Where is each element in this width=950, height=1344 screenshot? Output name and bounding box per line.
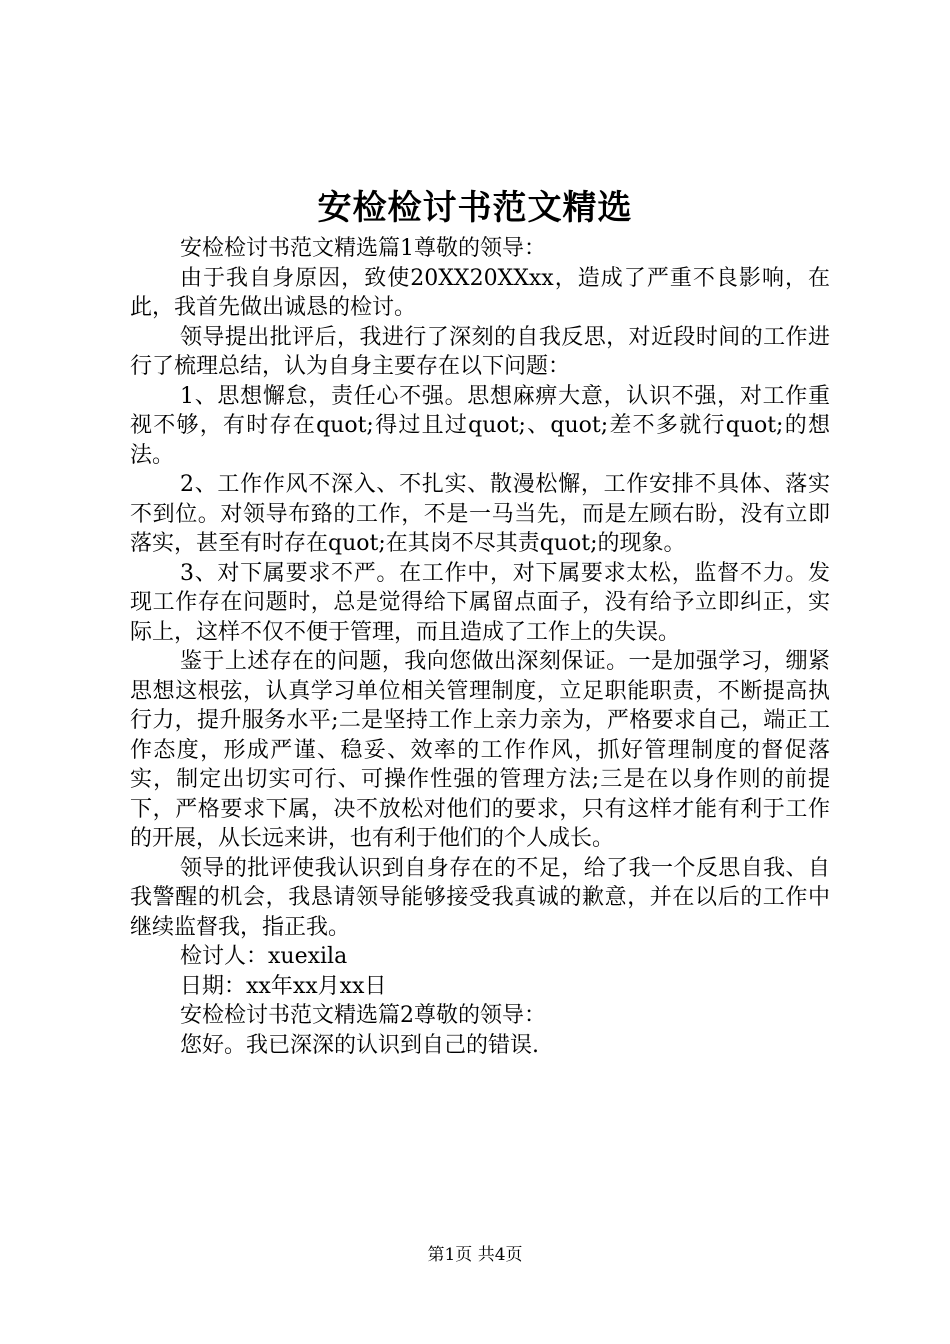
paragraph-8: 领导的批评使我认识到自身存在的不足，给了我一个反思自我、自我警醒的机会，我恳请领导能够接受我真诚的歉意，并在以后的工作中继续监督我，指正我。	[130, 855, 830, 940]
paragraph-6: 3、对下属要求不严。在工作中，对下属要求太松，监督不力。发现工作存在问题时，总是觉得给下属留点面子，没有给予立即纠正，实际上，这样不仅不便于管理，而且造成了工作上的失误。	[130, 560, 830, 645]
document-body	[130, 234, 830, 1060]
paragraph-1: 安检检讨书范文精选篇1尊敬的领导：	[180, 236, 546, 261]
paragraph-12: 您好。我已深深的认识到自己的错误.	[180, 1032, 539, 1058]
paragraph-7: 鉴于上述存在的问题，我向您做出深刻保证。一是加强学习，绷紧思想这根弦，认真学习单位相关管理制度，立足职能职责，不断提高执行力，提升服务水平;二是坚持工作上亲力亲为，严格要求自己，端正工作态度，形成严谨、稳妥、效率的工作作风，抓好管理制度的督促落实，制定出切实可行、可操作性强的管理方法;三是在以身作则的前提下，严格要求下属，决不放松对他们的要求，只有这样才能有利于工作的开展，从长远来讲，也有利于他们的个人成长。	[130, 649, 830, 851]
paragraph-2: 由于我自身原因，致使20XX20XXxx，造成了严重不良影响，在此，我首先做出诚恳的检讨。	[130, 265, 830, 320]
date-line: 日期：xx年xx月xx日	[180, 973, 387, 999]
paragraph-5: 2、工作作风不深入、不扎实、散漫松懈，工作安排不具体、落实不到位。对领导布臵的工作，不是一马当先，而是左顾右盼，没有立即落实，甚至有时存在quot;在其岗不尽其责quot;的现象。	[130, 472, 830, 556]
page-number-footer: 第1页 共4页	[427, 1245, 523, 1265]
signature-line: 检讨人：xuexila	[180, 944, 348, 969]
paragraph-11: 安检检讨书范文精选篇2尊敬的领导：	[180, 1003, 546, 1028]
paragraph-3: 领导提出批评后，我进行了深刻的自我反思，对近段时间的工作进行了梳理总结，认为自身主要存在以下问题：	[130, 324, 830, 379]
paragraph-4: 1、思想懈怠，责任心不强。思想麻痹大意，认识不强，对工作重视不够，有时存在quot;得过且过quot;、quot;差不多就行quot;的想法。	[130, 383, 830, 468]
document-title: 安检检讨书范文精选	[317, 188, 633, 228]
